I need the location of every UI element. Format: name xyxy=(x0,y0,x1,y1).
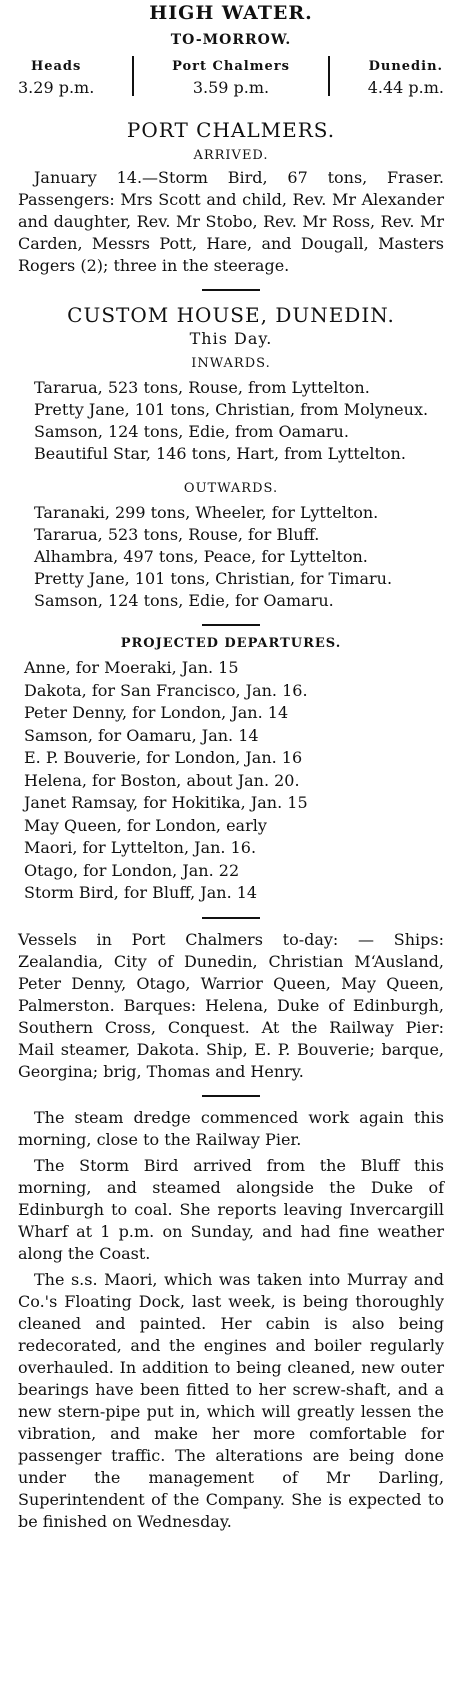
departures-list xyxy=(18,657,444,905)
list-item: Otago, for London, Jan. 22 xyxy=(24,860,240,880)
list-item: Peter Denny, for London, Jan. 14 xyxy=(24,703,289,722)
tide-location: Heads xyxy=(30,59,82,74)
outwards-heading: OUTWARDS. xyxy=(183,481,279,496)
section-rule xyxy=(202,1095,260,1097)
list-item: Samson, 124 tons, Edie, for Oamaru. xyxy=(34,591,334,610)
tide-time: 4.44 p.m. xyxy=(367,78,444,97)
tide-time: 3.59 p.m. xyxy=(192,78,270,97)
list-item: Pretty Jane, 101 tons, Christian, for Timaru. xyxy=(34,569,393,588)
column-divider xyxy=(328,56,330,96)
list-item: Janet Ramsay, for Hokitika, Jan. 15 xyxy=(24,793,308,812)
list-item: Dakota, for San Francisco, Jan. 16. xyxy=(24,680,308,700)
list-item: Samson, for Oamaru, Jan. 14 xyxy=(24,725,259,745)
list-item: Taranaki, 299 tons, Wheeler, for Lyttelton. xyxy=(34,503,379,522)
list-item: Maori, for Lyttelton, Jan. 16. xyxy=(24,838,257,857)
tide-heads xyxy=(18,56,94,98)
list-item: Tararua, 523 tons, Rouse, from Lyttelton. xyxy=(34,378,370,397)
high-water-subtitle: TO-MORROW. xyxy=(170,32,292,48)
tide-location: Dunedin. xyxy=(368,59,444,74)
inwards-heading: INWARDS. xyxy=(191,356,271,371)
tide-location: Port Chalmers xyxy=(172,59,290,74)
outwards-list xyxy=(18,502,444,612)
list-item: Helena, for Boston, about Jan. 20. xyxy=(24,770,300,790)
custom-house-title: CUSTOM HOUSE, DUNEDIN. xyxy=(67,303,395,327)
high-water-table xyxy=(18,56,444,98)
high-water-title: HIGH WATER. xyxy=(149,2,313,24)
vessels-in-port-paragraph: Vessels in Port Chalmers to-day: — Ships: Zealandia, City of Dunedin, Christian M‘Ausland, Peter Denny, Otago, Warrior Queen, May Queen, Palmerston. Barques: Helena, Duke of Edinburgh, Southern Cross, Conquest. At the Railway Pier: Mail steamer, Dakota. Ship, E. P. Bouverie; barque, Georgina; brig, Thomas and Henry. xyxy=(18,929,444,1081)
list-item: Beautiful Star, 146 tons, Hart, from Lyttelton. xyxy=(34,444,406,463)
news-paragraph: The steam dredge commenced work again this morning, close to the Railway Pier. xyxy=(18,1107,444,1149)
tide-time: 3.29 p.m. xyxy=(18,78,95,97)
inwards-list xyxy=(18,377,444,465)
list-item: E. P. Bouverie, for London, Jan. 16 xyxy=(24,748,303,767)
list-item: Anne, for Moeraki, Jan. 15 xyxy=(24,658,239,677)
arrived-heading: ARRIVED. xyxy=(193,148,269,163)
tide-port-chalmers xyxy=(172,56,290,98)
port-chalmers-title: PORT CHALMERS. xyxy=(126,118,336,142)
this-day-heading: This Day. xyxy=(189,329,273,348)
news-paragraph: The Storm Bird arrived from the Bluff this morning, and steamed alongside the Duke of Edinburgh to coal. She reports leaving Invercargill Wharf at 1 p.m. on Sunday, and had fine weather along the Coast. xyxy=(18,1155,444,1263)
list-item: Alhambra, 497 tons, Peace, for Lyttelton. xyxy=(34,547,368,566)
tide-dunedin xyxy=(368,56,444,98)
section-rule xyxy=(202,624,260,626)
column-divider xyxy=(132,56,134,96)
list-item: Pretty Jane, 101 tons, Christian, from Molyneux. xyxy=(34,400,429,419)
section-rule xyxy=(202,917,260,919)
list-item: May Queen, for London, early xyxy=(24,815,267,835)
list-item: Tararua, 523 tons, Rouse, for Bluff. xyxy=(34,525,320,544)
section-rule xyxy=(202,289,260,291)
arrived-paragraph: January 14.—Storm Bird, 67 tons, Fraser. Passengers: Mrs Scott and child, Rev. Mr Alexander and daughter, Rev. Mr Stobo, Rev. Mr Ross, Rev. Mr Carden, Messrs Pott, Hare, and Dougall, Masters Rogers (2); three in the steerage. xyxy=(18,168,444,275)
list-item: Storm Bird, for Bluff, Jan. 14 xyxy=(24,883,258,902)
news-paragraph: The s.s. Maori, which was taken into Murray and Co.'s Floating Dock, last week, is being thoroughly cleaned and painted. Her cabin is also being redecorated, and the engines and boiler regularly overhauled. In addition to being cleaned, new outer bearings have been fitted to her screw-shaft, and a new stern-pipe put in, which will greatly lessen the vibration, and make her more comfortable for passenger traffic. The alterations are being done under the management of Mr Darling, Superintendent of the Company. She is expected to be finished on Wednesday. xyxy=(18,1269,444,1531)
departures-heading: PROJECTED DEPARTURES. xyxy=(120,636,342,651)
list-item: Samson, 124 tons, Edie, from Oamaru. xyxy=(34,422,349,441)
